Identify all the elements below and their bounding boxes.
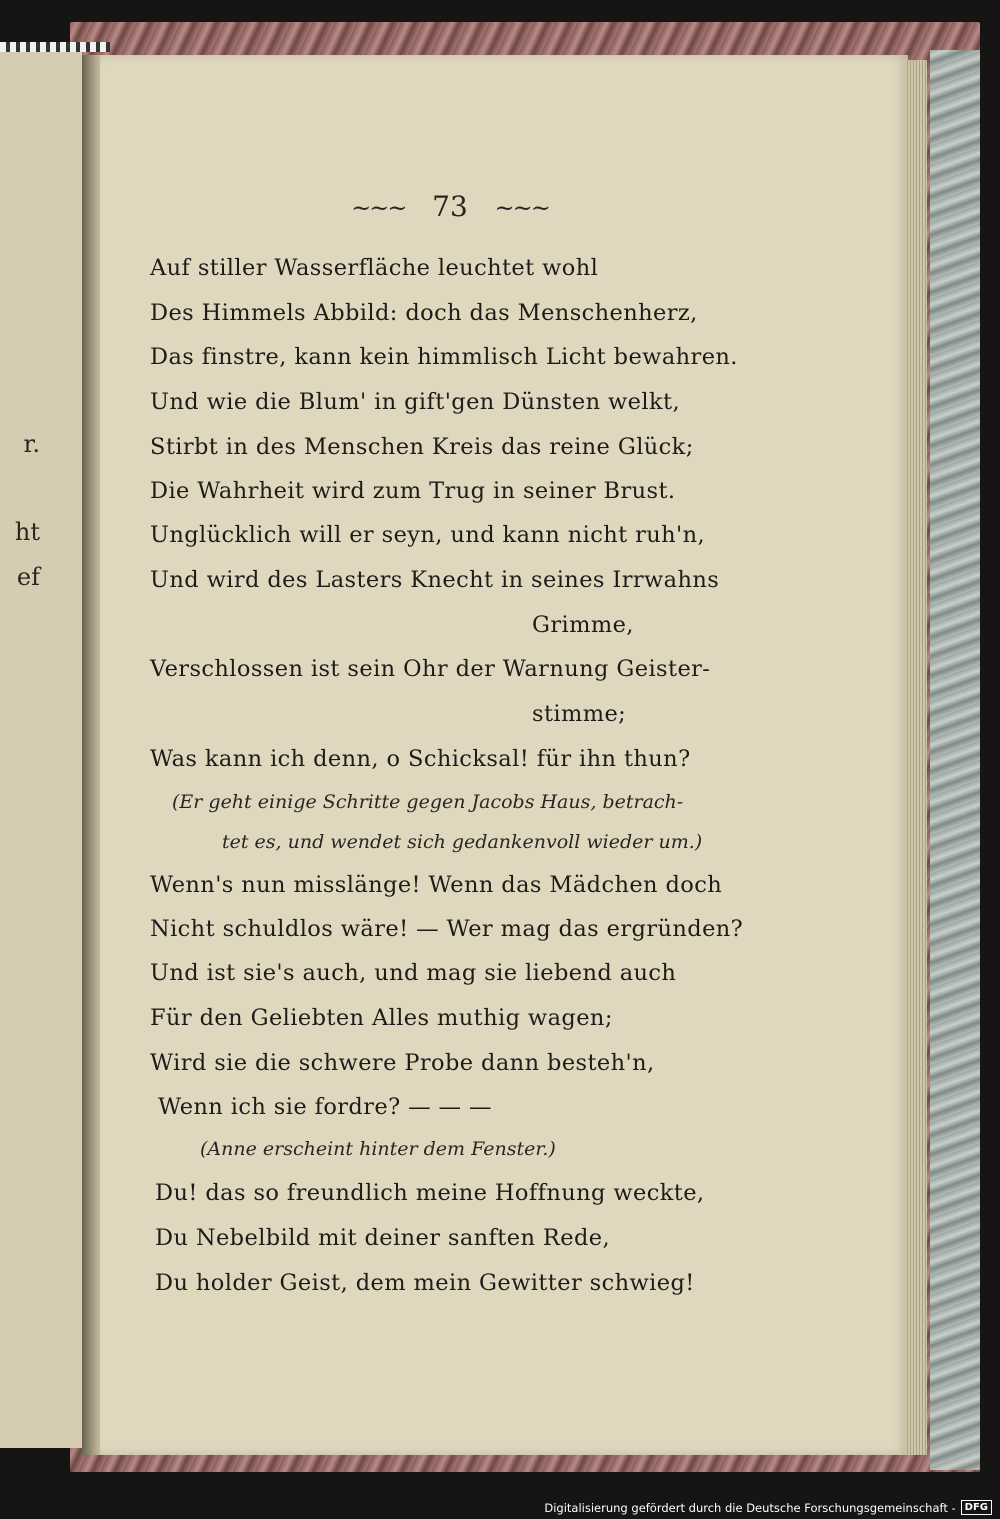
verse-line: Verschlossen ist sein Ohr der Warnung Geister-	[150, 656, 711, 682]
verse-line: Du Nebelbild mit deiner sanften Rede,	[155, 1225, 611, 1251]
verse-line: Auf stiller Wasserfläche leuchtet wohl	[150, 255, 599, 281]
verse-line: Du! das so freundlich meine Hoffnung weckte,	[155, 1180, 705, 1206]
verse-line: Für den Geliebten Alles muthig wagen;	[150, 1005, 613, 1031]
stage-direction: (Er geht einige Schritte gegen Jacobs Haus, betrach-	[172, 791, 684, 813]
verse-line: Nicht schuldlos wäre! — Wer mag das ergründen?	[150, 916, 744, 942]
digitization-credit	[544, 1500, 992, 1515]
binding-stitching	[0, 42, 110, 52]
verse-line-continuation: Grimme,	[532, 612, 634, 638]
verse-line: Des Himmels Abbild: doch das Menschenherz,	[150, 300, 698, 326]
verse-line: Wird sie die schwere Probe dann besteh'n,	[150, 1050, 655, 1076]
verse-line: Was kann ich denn, o Schicksal! für ihn thun?	[150, 746, 691, 772]
verse-line: Das finstre, kann kein himmlisch Licht bewahren.	[150, 344, 738, 370]
credit-text: Digitalisierung gefördert durch die Deutsche Forschungsgemeinschaft -	[544, 1500, 956, 1515]
stage-direction: tet es, und wendet sich gedankenvoll wieder um.)	[222, 831, 703, 853]
page-stack-edge	[905, 60, 927, 1455]
verse-line: Unglücklich will er seyn, und kann nicht ruh'n,	[150, 522, 706, 548]
left-page-fragment: ef	[16, 563, 40, 591]
verse-line: Stirbt in des Menschen Kreis das reine Glück;	[150, 434, 694, 460]
page-header	[340, 190, 560, 223]
verse-line: Wenn's nun misslänge! Wenn das Mädchen doch	[150, 872, 723, 898]
left-page-fragment: ht	[14, 518, 40, 546]
verse-line: Wenn ich sie fordre? — — —	[158, 1094, 492, 1120]
marbled-cover	[930, 50, 980, 1470]
verse-line: Und wird des Lasters Knecht in seines Irrwahns	[150, 567, 720, 593]
left-page-fragment: r.	[23, 430, 40, 458]
verse-line: Und ist sie's auch, und mag sie liebend auch	[150, 960, 677, 986]
verse-line-continuation: stimme;	[532, 701, 627, 727]
ornament-right: ~~~	[494, 194, 549, 222]
verse-line: Du holder Geist, dem mein Gewitter schwieg!	[155, 1270, 695, 1296]
stage-direction: (Anne erscheint hinter dem Fenster.)	[200, 1138, 556, 1160]
page-number: 73	[432, 190, 468, 223]
ornament-left: ~~~	[351, 194, 406, 222]
verse-line: Und wie die Blum' in gift'gen Dünsten welkt,	[150, 389, 681, 415]
dfg-logo: DFG	[961, 1500, 992, 1515]
verse-line: Die Wahrheit wird zum Trug in seiner Brust.	[150, 478, 676, 504]
left-page	[0, 48, 84, 1448]
